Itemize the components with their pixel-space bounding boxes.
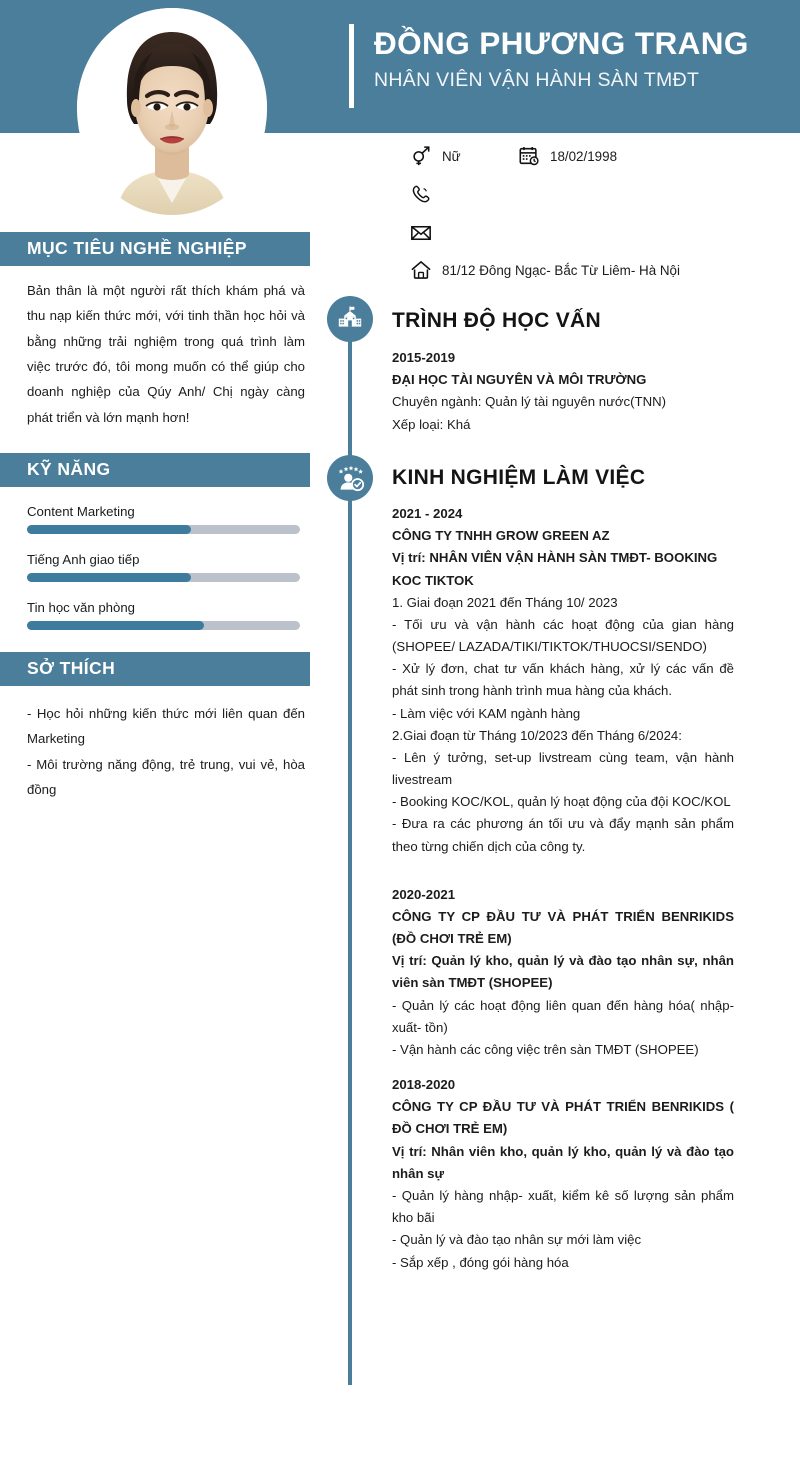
person-stars-check-icon <box>335 463 365 493</box>
experience-item <box>392 503 734 858</box>
skill-item <box>27 504 305 534</box>
education-section <box>392 309 782 436</box>
job-line: - Tối ưu và vận hành các hoạt động của gian hàng (SHOPEE/ LAZADA/TIKI/TIKTOK/THUOCSI/SENDO) <box>392 616 734 655</box>
page-title: ĐỒNG PHƯƠNG TRANG <box>374 25 749 61</box>
skill-item <box>27 600 305 630</box>
job-line: 1. Giai đoạn 2021 đến Tháng 10/ 2023 <box>392 594 618 610</box>
education-heading: TRÌNH ĐỘ HỌC VẤN <box>392 309 601 332</box>
skill-label: Tiếng Anh giao tiếp <box>27 552 140 568</box>
skill-label: Content Marketing <box>27 504 135 520</box>
job-line: - Làm việc với KAM ngành hàng <box>392 705 581 721</box>
job-line: - Quản lý các hoạt động liên quan đến hàng hóa( nhập- xuất- tồn) <box>392 997 734 1035</box>
job-position: Vị trí: NHÂN VIÊN VẬN HÀNH SÀN TMĐT- BOOKING KOC TIKTOK <box>392 550 718 588</box>
job-line: - Sắp xếp , đóng gói hàng hóa <box>392 1254 569 1270</box>
avatar <box>77 8 267 215</box>
sidebar-heading-skills: KỸ NĂNG <box>0 453 310 487</box>
skill-progress-fill <box>27 621 204 630</box>
job-period: 2021 - 2024 <box>392 506 463 521</box>
skill-label: Tin học văn phòng <box>27 600 136 616</box>
experience-section <box>392 466 734 1274</box>
job-line: - Quản lý và đào tạo nhân sự mới làm việc <box>392 1232 642 1248</box>
skill-progress-track <box>27 525 300 534</box>
school-icon <box>336 305 364 333</box>
interest-line: - Môi trường năng động, trẻ trung, vui vẻ, hòa đồng <box>27 756 305 798</box>
header-divider <box>349 24 354 108</box>
experience-item <box>392 884 734 1061</box>
education-major: Chuyên ngành: Quản lý tài nguyên nước(TNN) <box>392 394 667 410</box>
objective-text: Bản thân là một người rất thích khám phá và thu nạp kiến thức mới, với tinh thần học hỏi và bằng những trải nghiệm trong quá trình làm việc trước đó, tôi mong muốn có thể giúp cho doanh nghiệp của Qúy Anh/ Chị ngày càng phát triển và lớn mạnh hơn! <box>27 283 305 425</box>
job-line: - Vận hành các công việc trên sàn TMĐT (SHOPEE) <box>392 1041 699 1057</box>
interest-line: - Học hỏi những kiến thức mới liên quan đến Marketing <box>27 706 305 747</box>
sidebar <box>0 232 330 802</box>
job-period: 2020-2021 <box>392 886 456 902</box>
objective-body <box>0 266 330 430</box>
experience-item <box>392 1074 734 1274</box>
contact-gender-value: Nữ <box>442 148 461 164</box>
job-line: - Xử lý đơn, chat tư vấn khách hàng, xử lý các vấn đề phát sinh trong hành trình mua hàng của khách. <box>392 661 734 699</box>
portrait-photo <box>77 8 267 215</box>
contact-address-value: 81/12 Đông Ngạc- Bắc Từ Liêm- Hà Nội <box>442 262 680 278</box>
envelope-icon <box>410 222 432 244</box>
education-timeline-node <box>327 296 373 342</box>
job-company: CÔNG TY TNHH GROW GREEN AZ <box>392 528 610 544</box>
phone-icon <box>410 183 432 205</box>
header-text-block <box>374 24 794 92</box>
calendar-icon <box>518 145 540 167</box>
home-icon <box>410 259 432 281</box>
contact-email <box>410 222 442 244</box>
education-school: ĐẠI HỌC TÀI NGUYÊN VÀ MÔI TRƯỜNG <box>392 372 647 388</box>
skill-progress-track <box>27 621 300 630</box>
job-position: Vị trí: Nhân viên kho, quản lý kho, quản lý và đào tạo nhân sự <box>392 1143 734 1181</box>
contact-phone <box>410 183 442 205</box>
sidebar-heading-interests: SỞ THÍCH <box>0 652 310 686</box>
job-position: Vị trí: Quản lý kho, quản lý và đào tạo nhân sự, nhân viên sàn TMĐT (SHOPEE) <box>392 953 734 991</box>
skill-progress-fill <box>27 573 191 582</box>
job-line: 2.Giai đoạn từ Tháng 10/2023 đến Tháng 6/2024: <box>392 727 682 743</box>
job-title: NHÂN VIÊN VẬN HÀNH SÀN TMĐT <box>374 69 700 92</box>
skill-item <box>27 552 305 582</box>
job-line: - Đưa ra các phương án tối ưu và đẩy mạnh sản phẩm theo từng chiến dịch của công ty. <box>392 816 734 854</box>
contact-gender <box>410 145 461 167</box>
contact-address <box>410 259 680 281</box>
job-company: CÔNG TY CP ĐẦU TƯ VÀ PHÁT TRIỂN BENRIKIDS (ĐỒ CHƠI TRẺ EM) <box>392 908 734 947</box>
skills-list <box>0 487 330 630</box>
job-line: - Quản lý hàng nhập- xuất, kiểm kê số lượng sản phẩm kho bãi <box>392 1187 734 1226</box>
contact-dob <box>518 145 617 167</box>
job-line: - Booking KOC/KOL, quản lý hoạt động của đội KOC/KOL <box>392 794 731 810</box>
job-line: - Lên ý tưởng, set-up livstream cùng team, vận hành livestream <box>392 749 734 788</box>
experience-heading: KINH NGHIỆM LÀM VIỆC <box>392 466 646 489</box>
gender-icon <box>410 145 432 167</box>
skill-progress-fill <box>27 525 191 534</box>
education-period: 2015-2019 <box>392 350 456 365</box>
skill-progress-track <box>27 573 300 582</box>
job-company: CÔNG TY CP ĐẦU TƯ VÀ PHÁT TRIỂN BENRIKIDS ( ĐỒ CHƠI TRẺ EM) <box>392 1099 734 1137</box>
sidebar-heading-objective: MỤC TIÊU NGHỀ NGHIỆP <box>0 232 310 266</box>
job-period: 2018-2020 <box>392 1077 456 1093</box>
experience-timeline-node <box>327 455 373 501</box>
education-grade: Xếp loại: Khá <box>392 416 471 432</box>
contact-dob-value: 18/02/1998 <box>550 148 618 164</box>
interests-body <box>0 686 330 802</box>
